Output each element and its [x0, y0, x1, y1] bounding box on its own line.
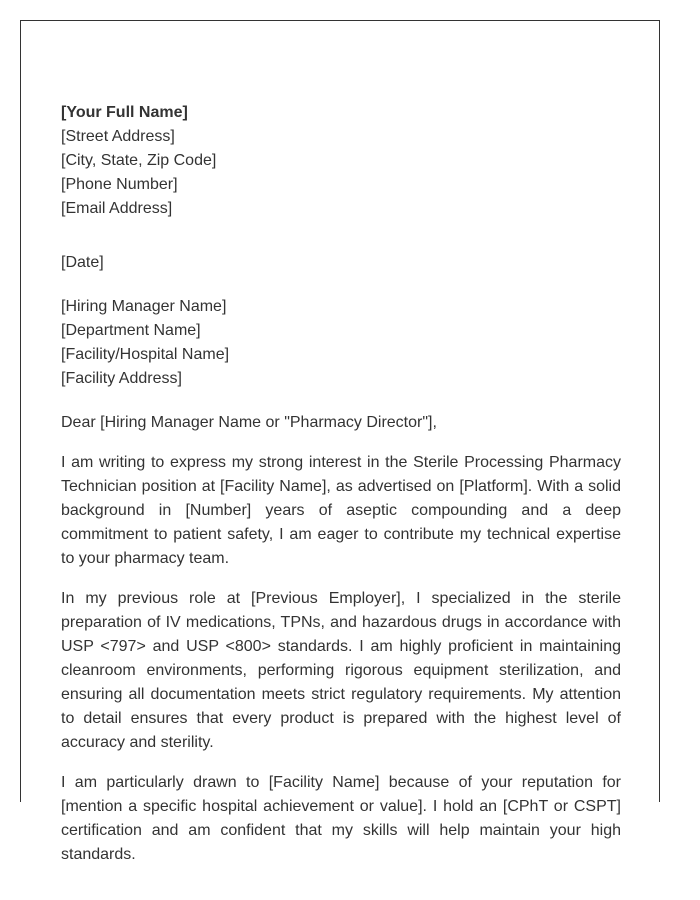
sender-phone: [Phone Number] — [61, 176, 178, 193]
letter-page — [20, 20, 660, 863]
sender-email: [Email Address] — [61, 200, 173, 217]
body-paragraph-2: In my previous role at [Previous Employer], I specialized in the sterile preparation of IV medications, TPNs, and hazardous drugs in accordance with USP <797> and USP <800> standards. I am highly proficient in maintaining cleanroom environments, performing rigorous equipment sterilization, and ensuring all documentation meets strict regulatory requirements. My attention to detail ensures that every product is prepared with the highest level of accuracy and sterility. — [61, 590, 621, 751]
letter-date: [Date] — [61, 254, 104, 271]
body-paragraph-3: I am particularly drawn to [Facility Name] because of your reputation for [mention a specific hospital achievement or value]. I hold an [CPhT or CSPT] certification and am confident that my skills will help maintain your high standards. — [61, 774, 621, 863]
recipient-address: [Facility Address] — [61, 370, 182, 387]
recipient-facility: [Facility/Hospital Name] — [61, 346, 230, 363]
sender-name: [Your Full Name] — [61, 104, 188, 121]
recipient-hiring-manager: [Hiring Manager Name] — [61, 298, 227, 315]
recipient-block — [61, 295, 621, 391]
salutation: Dear [Hiring Manager Name or "Pharmacy Director"], — [61, 414, 437, 431]
body-paragraph-1: I am writing to express my strong interest in the Sterile Processing Pharmacy Technician position at [Facility Name], as advertised on [Platform]. With a solid background in [Number] years of aseptic compounding and a deep commitment to patient safety, I am eager to contribute my technical expertise to your pharmacy team. — [61, 454, 621, 567]
sender-city-state-zip: [City, State, Zip Code] — [61, 152, 217, 169]
sender-block — [61, 101, 621, 221]
sender-street: [Street Address] — [61, 128, 175, 145]
letter-body — [61, 101, 621, 883]
recipient-department: [Department Name] — [61, 322, 201, 339]
